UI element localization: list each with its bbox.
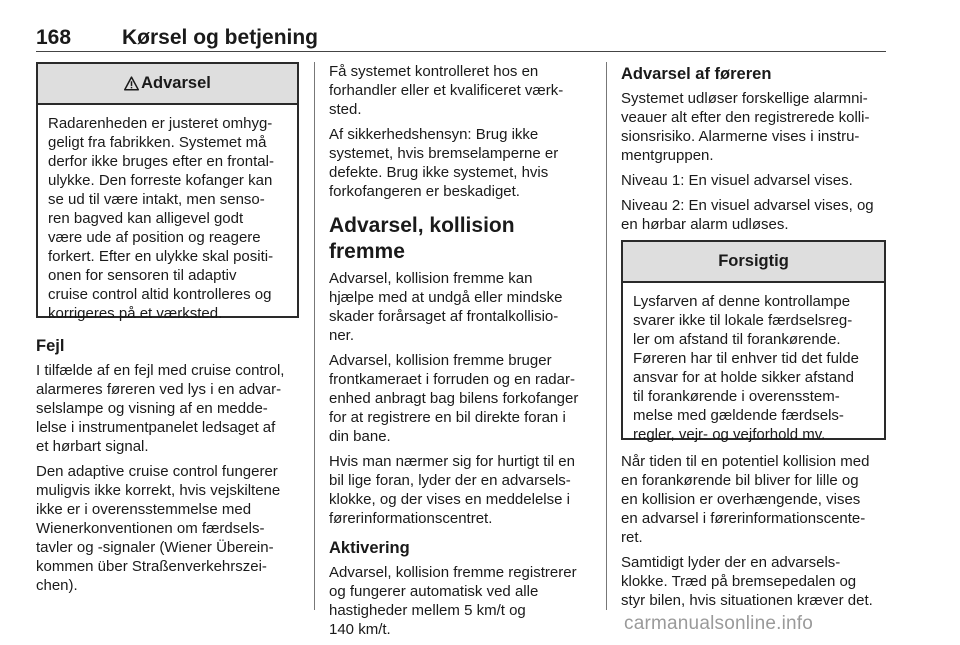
column-middle bbox=[329, 62, 588, 645]
column-right bbox=[621, 62, 886, 616]
warning-box-title: Advarsel bbox=[141, 74, 211, 92]
warning-text: Radarenheden er justeret omhyg- geligt fra fabrikken. Systemet må derfor ikke bruges efter en frontal- ulykke. Den forreste kofanger kan se ud til være intakt, men senso- ren bagved kan alligevel godt være ude af position og reagere forkert. Efter en ulykke skal positi- onen for sensoren til adaptiv cruise control altid kontrolleres og korrigeres på et værksted. bbox=[48, 115, 274, 322]
caution-box-header bbox=[623, 242, 884, 283]
column-divider bbox=[606, 62, 607, 610]
driver-alert-heading: Advarsel af føreren bbox=[621, 65, 772, 83]
column-divider bbox=[314, 62, 315, 610]
fejl-paragraph-2: Den adaptive cruise control fungerer muligvis ikke korrekt, hvis vejskiltene ikke er i overensstemmelse med Wienerkonventionen om færdsels- tavler og -signaler (Wiener Überein- kommen über Straßenverkehrszei- chen). bbox=[36, 463, 281, 594]
brake-paragraph: Samtidigt lyder der en advarsels- klokke. Træd på bremsepedalen og styr bilen, hvis situationen kræver det. bbox=[621, 554, 873, 609]
level-1-paragraph: Niveau 1: En visuel advarsel vises. bbox=[621, 172, 853, 189]
page-number: 168 bbox=[36, 26, 72, 49]
warning-box-header bbox=[38, 64, 297, 105]
level-2-paragraph: Niveau 2: En visuel advarsel vises, og en hørbar alarm udløses. bbox=[621, 197, 874, 233]
collision-intro-paragraph: Advarsel, kollision fremme kan hjælpe med at undgå eller mindske skader forårsaget af frontalkollisio- ner. bbox=[329, 270, 563, 344]
caution-box-body bbox=[623, 283, 884, 451]
imminent-collision-paragraph: Når tiden til en potentiel kollision med en forankørende bil bliver for lille og en kollision er overhængende, vises en advarsel i førerinformationscente- ret. bbox=[621, 453, 870, 546]
page-header bbox=[36, 26, 886, 50]
aktivering-paragraph: Advarsel, kollision fremme registrerer og fungerer automatisk ved alle hastigheder mellem 5 km/t og 140 km/t. bbox=[329, 564, 577, 638]
collision-alert-paragraph: Hvis man nærmer sig for hurtigt til en bil lige foran, lyder der en advarsels- klokke, og der vises en meddelelse i førerinformationscentret. bbox=[329, 453, 575, 527]
service-paragraph: Få systemet kontrolleret hos en forhandler eller et kvalificeret værk- sted. bbox=[329, 63, 564, 118]
warning-triangle-icon bbox=[124, 76, 139, 91]
alert-levels-paragraph: Systemet udløser forskellige alarmni- veauer alt efter den registrerede kolli- sionsrisiko. Alarmerne vises i instru- mentgruppen. bbox=[621, 90, 870, 164]
watermark-logo: carmanualsonline.info bbox=[624, 613, 814, 634]
warning-box-body bbox=[38, 105, 297, 330]
safety-paragraph: Af sikkerhedshensyn: Brug ikke systemet, hvis bremselamperne er defekte. Brug ikke systemet, hvis forkofangeren er beskadiget. bbox=[329, 126, 559, 200]
aktivering-heading: Aktivering bbox=[329, 539, 410, 557]
caution-box bbox=[621, 240, 886, 443]
caution-box-title: Forsigtig bbox=[718, 252, 789, 270]
header-divider bbox=[36, 51, 886, 52]
warning-box bbox=[36, 62, 299, 322]
section-heading: Advarsel, kollision fremme bbox=[329, 214, 515, 263]
fejl-paragraph-1: I tilfælde af en fejl med cruise control, alarmeres føreren ved lys i en advar- selslampe og visning af en medde- lelse i instrumentpanelet ledsaget af et hørbart signal. bbox=[36, 362, 285, 455]
chapter-title: Kørsel og betjening bbox=[122, 26, 319, 49]
caution-text: Lysfarven af denne kontrollampe svarer ikke til lokale færdselsreg- ler om afstand til forankørende. Føreren har til enhver tid det fulde ansvar for at holde sikker afstand til forankørende i overensstem- melse med gældende færdsels- regler, vejr- og vejforhold mv. bbox=[633, 293, 859, 443]
fejl-heading: Fejl bbox=[36, 337, 65, 355]
column-left bbox=[36, 62, 299, 601]
collision-sensor-paragraph: Advarsel, kollision fremme bruger frontkameraet i forruden og en radar- enhed anbragt bag bilens forkofanger for at registrere en bil direkte foran i din bane. bbox=[329, 352, 579, 445]
